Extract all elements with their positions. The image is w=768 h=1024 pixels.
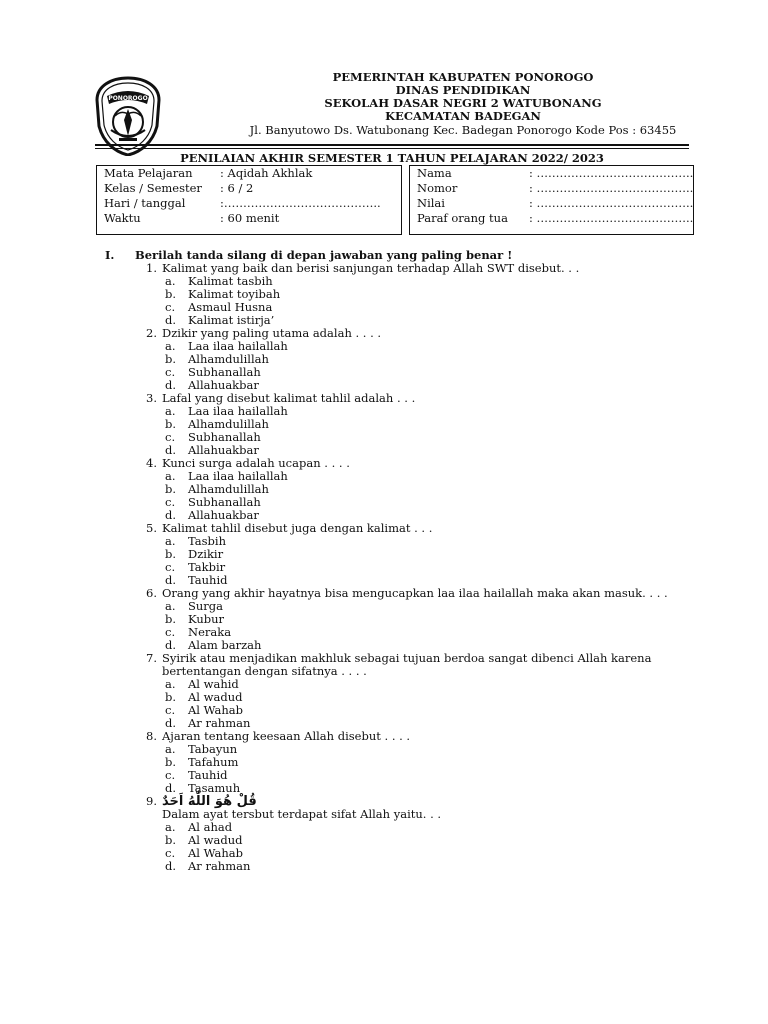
option-text: Tabayun [188,742,238,756]
question-text: Syirik atau menjadikan makhluk sebagai tujuan berdoa sangat dibenci Allah karena [162,651,652,665]
option-text: Al wahid [188,677,239,691]
question-item [137,652,677,730]
option-letter: a. [165,274,176,288]
option-letter: c. [165,495,176,509]
letterhead-line: PEMERINTAH KABUPATEN PONOROGO [332,70,594,84]
letterhead-rule-thick [95,144,689,146]
option-text: Al wadud [188,833,243,847]
option-letter: c. [165,846,176,860]
question-number: 2. [146,326,157,340]
option-text: Tauhid [188,768,228,782]
section-instruction: Berilah tanda silang di depan jawaban yang paling benar ! [135,248,513,262]
info-label: Mata Pelajaran [104,166,193,180]
question-item [137,457,677,522]
option-text: Kubur [188,612,225,626]
option-text: Allahuakbar [188,508,259,522]
question-text: Orang yang akhir hayatnya bisa mengucapkan laa ilaa hailallah maka akan masuk. . . . [162,586,668,600]
option-letter: c. [165,300,176,314]
option-text: Laa ilaa hailallah [188,404,288,418]
option-text: Tauhid [188,573,228,587]
option-text: Neraka [188,625,232,639]
info-label: Kelas / Semester [104,181,202,195]
option-text: Al Wahab [188,846,243,860]
option-text: Asmaul Husna [188,300,273,314]
question-number: 8. [146,729,157,743]
question-text: Ajaran tentang keesaan Allah disebut . . . . [162,729,411,743]
option-letter: a. [165,534,176,548]
question-text: Kalimat yang baik dan berisi sanjungan terhadap Allah SWT disebut. . . [162,261,580,275]
answer-option[interactable] [137,860,677,873]
info-label: Hari / tanggal [104,196,186,210]
exam-title: PENILAIAN AKHIR SEMESTER 1 TAHUN PELAJARAN 2022/ 2023 [180,151,604,165]
option-letter: b. [165,833,177,847]
option-text: Ar rahman [188,716,251,730]
option-text: Surga [188,599,223,613]
option-text: Allahuakbar [188,378,259,392]
section-number: I. [105,248,115,262]
info-value-blank[interactable]: : ………………………………….. [529,211,694,225]
question-item [137,587,677,652]
option-letter: a. [165,599,176,613]
option-text: Kalimat tasbih [188,274,273,288]
question-text: Lafal yang disebut kalimat tahlil adalah . . . [162,391,416,405]
letterhead-line: KECAMATAN BADEGAN [385,109,541,123]
option-text: Dzikir [188,547,224,561]
option-letter: c. [165,430,176,444]
option-letter: d. [165,573,177,587]
option-text: Allahuakbar [188,443,259,457]
option-text: Al wadud [188,690,243,704]
subject-info-box [96,165,402,235]
school-address: Jl. Banyutowo Ds. Watubonang Kec. Badegan Ponorogo Kode Pos : 63455 [249,123,677,137]
option-letter: c. [165,365,176,379]
info-value-blank[interactable]: : ………………………………….. [529,166,694,180]
question-item [137,262,677,327]
question-number: 6. [146,586,157,600]
option-text: Alhamdulillah [188,482,269,496]
info-value: : 6 / 2 [220,181,254,195]
option-letter: c. [165,703,176,717]
option-text: Laa ilaa hailallah [188,339,288,353]
option-letter: d. [165,638,177,652]
option-letter: c. [165,625,176,639]
option-text: Alhamdulillah [188,352,269,366]
info-label: Paraf orang tua [417,211,508,225]
info-label: Nilai [417,196,445,210]
info-value: : 60 menit [220,211,280,225]
option-letter: b. [165,690,177,704]
option-letter: b. [165,417,177,431]
question-number: 3. [146,391,157,405]
info-label: Nomor [417,181,458,195]
option-text: Subhanallah [188,365,261,379]
info-value: : Aqidah Akhlak [220,166,313,180]
info-value-blank[interactable]: : ………………………………….. [529,181,694,195]
question-arabic-verse: قُلْ هُوَ اللّٰهُ اَحَدٌ [162,794,257,809]
info-value-blank[interactable]: :………………………………….. [220,196,381,210]
letterhead-line: SEKOLAH DASAR NEGRI 2 WATUBONANG [324,96,602,110]
info-label: Nama [417,166,452,180]
option-letter: b. [165,287,177,301]
option-letter: a. [165,404,176,418]
option-letter: b. [165,755,177,769]
option-letter: b. [165,612,177,626]
student-info-box [409,165,694,235]
option-text: Alam barzah [188,638,262,652]
option-text: Tafahum [188,755,239,769]
option-text: Subhanallah [188,495,261,509]
option-letter: a. [165,742,176,756]
question-text: Dalam ayat tersbut terdapat sifat Allah yaitu. . . [162,807,442,821]
option-letter: b. [165,352,177,366]
option-letter: a. [165,820,176,834]
option-letter: c. [165,560,176,574]
question-item [137,522,677,587]
question-text-continued: bertentangan dengan sifatnya . . . . [162,664,367,678]
question-text: Kunci surga adalah ucapan . . . . [162,456,350,470]
question-number: 1. [146,261,157,275]
info-value-blank[interactable]: : ………………………………….. [529,196,694,210]
letterhead-line: DINAS PENDIDIKAN [395,83,531,97]
option-letter: d. [165,443,177,457]
option-text: Kalimat istirja’ [188,313,275,327]
option-text: Subhanallah [188,430,261,444]
option-letter: a. [165,469,176,483]
question-list [137,262,677,873]
option-letter: c. [165,768,176,782]
option-text: Tasamuh [188,781,241,795]
question-text: Kalimat tahlil disebut juga dengan kalimat . . . [162,521,433,535]
question-item [137,392,677,457]
info-label: Waktu [104,211,141,225]
option-text: Tasbih [188,534,226,548]
letterhead [240,71,686,137]
option-letter: d. [165,508,177,522]
question-item [137,327,677,392]
option-text: Laa ilaa hailallah [188,469,288,483]
question-number: 9. [146,794,157,808]
option-letter: d. [165,859,177,873]
question-number: 7. [146,651,157,665]
option-letter: d. [165,781,177,795]
option-text: Ar rahman [188,859,251,873]
option-letter: b. [165,547,177,561]
question-number: 4. [146,456,157,470]
option-letter: b. [165,482,177,496]
option-letter: d. [165,716,177,730]
option-text: Al Wahab [188,703,243,717]
option-text: Al ahad [188,820,233,834]
question-item [137,795,677,873]
option-text: Alhamdulillah [188,417,269,431]
option-letter: d. [165,378,177,392]
option-letter: a. [165,677,176,691]
option-letter: a. [165,339,176,353]
question-number: 5. [146,521,157,535]
letterhead-rule-thin [95,148,689,149]
logo-lettering: PONOROGO [108,95,148,102]
option-text: Kalimat toyibah [188,287,281,301]
option-letter: d. [165,313,177,327]
option-text: Takbir [188,560,226,574]
question-text: Dzikir yang paling utama adalah . . . . [162,326,382,340]
question-item [137,730,677,795]
